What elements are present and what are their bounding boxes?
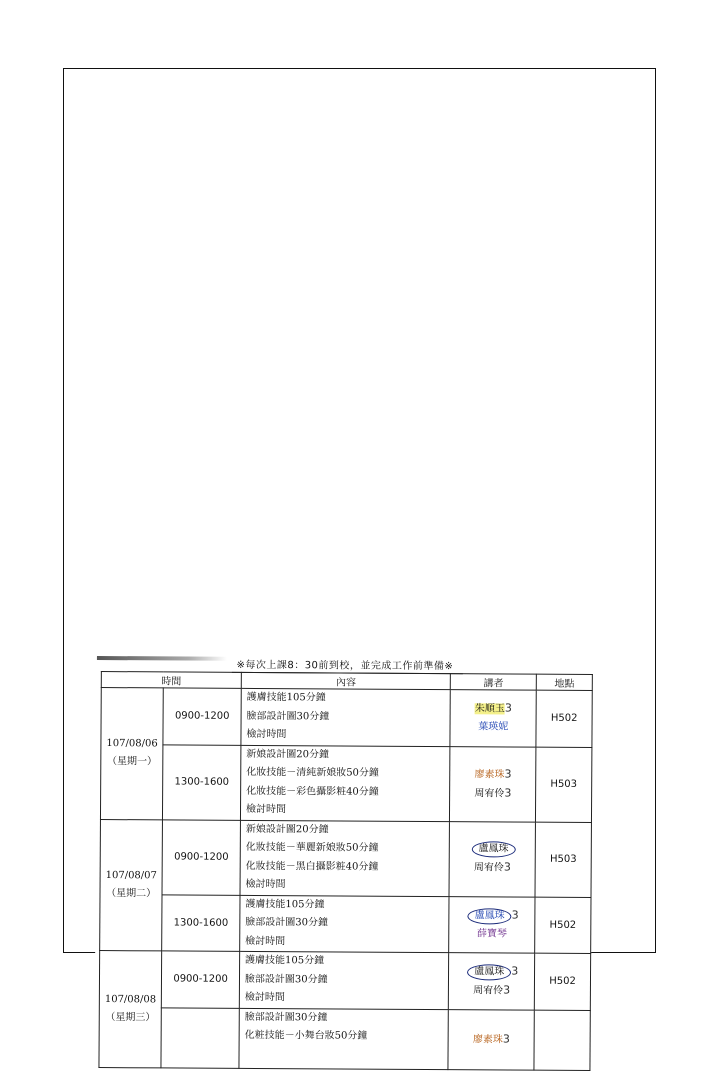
speaker-cell [449,821,535,897]
speaker-cell [449,953,535,1010]
header-location: 地點 [536,674,592,690]
date-text: 107/08/08 [104,993,157,1006]
date-text: 107/08/07 [105,869,157,882]
content-line: 護膚技能105分鐘 [246,691,326,704]
location-cell: H503 [536,747,592,822]
location-cell: H502 [534,953,590,1010]
time-slot: 1300-1600 [163,744,241,819]
header-time: 時間 [101,672,241,689]
location-cell [534,1010,590,1070]
speaker-name: 廖素珠3 [472,1031,510,1046]
content-line: 新娘設計圖20分鐘 [246,748,330,760]
speaker-name: 盧鳳珠 [450,840,535,859]
speaker-name: 盧鳳珠 3 [449,962,534,982]
speaker-name: 周宥伶3 [473,860,511,874]
content-line: 護膚技能105分鐘 [245,898,325,910]
content-line: 化妝技能－黑白攝影粧40分鐘 [245,860,379,873]
table-row [99,1007,590,1070]
speaker-cell [449,896,535,953]
date-cell [100,819,163,951]
weekday-text: （星期三） [105,1011,156,1024]
content-line: 化粧技能－小舞台妝50分鐘 [244,1029,368,1042]
content-line: 化妝技能－彩色攝影粧40分鐘 [246,785,379,798]
speaker-cell [450,746,536,822]
content-line: 臉部設計圖30分鐘 [244,1011,328,1023]
weekday-text: （星期一） [106,756,157,768]
weekday-text: （星期二） [106,887,157,900]
content-line: 檢討時間 [245,935,286,947]
content-line: 檢討時間 [245,878,286,891]
time-slot: 0900-1200 [163,688,241,745]
table-row [100,819,591,897]
content-cell [240,745,450,821]
schedule-table [98,671,592,1070]
content-cell [239,1008,449,1069]
content-line: 檢討時間 [246,728,287,741]
time-slot [161,1007,239,1067]
time-slot: 0900-1200 [162,951,240,1008]
speaker-cell [448,1009,534,1070]
content-line: 化妝技能－華麗新娘妝50分鐘 [245,841,379,854]
speaker-name: 朱順玉3 [474,701,512,715]
content-line: 臉部設計圖30分鐘 [246,710,330,722]
speaker-name: 盧鳳珠 3 [450,906,535,926]
speaker-name: 薛寶琴 [476,928,508,940]
location-cell: H502 [536,690,592,747]
table-row [101,688,592,747]
content-line: 檢討時間 [244,991,285,1004]
header-speaker: 講者 [451,674,537,691]
content-line: 新娘設計圖20分鐘 [245,823,329,835]
table-row [99,951,590,1010]
content-line: 臉部設計圖30分鐘 [245,916,329,929]
speaker-name: 周宥伶3 [474,785,512,800]
table-row [100,744,591,822]
location-cell: H502 [535,897,591,954]
location-cell: H503 [535,822,591,897]
notice-text: ※每次上課8：30前到校，並完成工作前準備※ [236,659,454,673]
time-slot: 0900-1200 [162,819,240,894]
scanned-schedule [95,650,593,1046]
date-text: 107/08/06 [106,738,158,750]
content-cell [239,951,449,1009]
content-line: 化妝技能－清純新娘妝50分鐘 [246,766,379,779]
header-content: 內容 [241,672,451,689]
content-cell [241,688,451,746]
date-cell [99,951,162,1068]
speaker-name: 葉瑛妮 [478,721,509,733]
content-cell [240,820,450,896]
speaker-cell [450,690,536,747]
date-cell [100,688,163,820]
speaker-name: 周宥伶3 [473,983,511,997]
content-line: 臉部設計圖30分鐘 [244,973,328,985]
time-slot: 1300-1600 [162,894,240,951]
table-row [100,894,591,953]
speaker-name: 廖素珠3 [474,766,512,781]
content-line: 護膚技能105分鐘 [245,954,325,967]
content-cell [240,895,450,953]
content-line: 檢討時間 [245,803,287,816]
